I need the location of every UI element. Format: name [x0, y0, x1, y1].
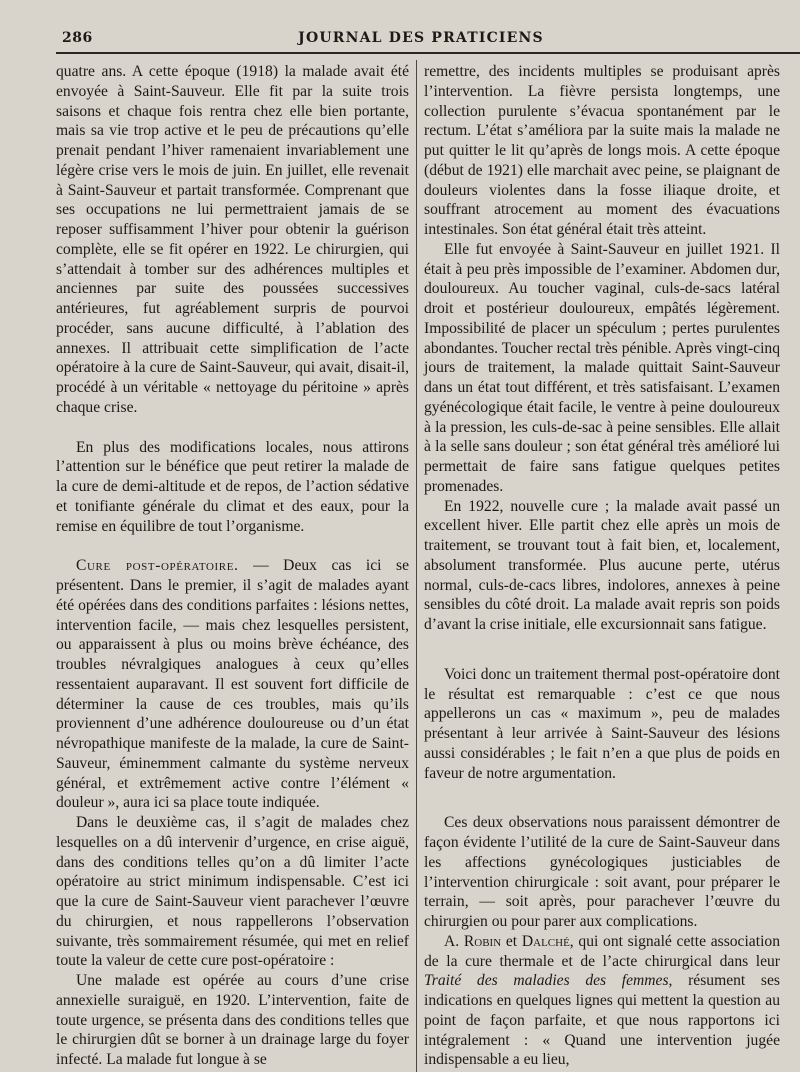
right-column — [424, 62, 780, 1070]
page-number: 286 — [62, 30, 93, 46]
paragraph: En 1922, nouvelle cure ; la malade avait passé un excellent hiver. Elle partit chez elle après un mois de traitement, se trouvant tout à fait bien, et, localement, absolument transformée. Plus aucune perte, utérus normal, culs-de-cacs libres, indolores, annexes à peine sensibles du côté droit. La malade avait repris son poids d’avant la crise initiale, elle excursionnait sans fatigue. — [424, 497, 780, 633]
paragraph: Voici donc un traitement thermal post-opératoire dont le résultat est remarquable : c’est ce que nous appellerons un cas « maximum », peu de malades présentant à leur arrivée à Saint-Sauveur des lésions aussi considérables ; le fait n’en a que plus de poids en faveur de notre argumentation. — [424, 665, 780, 782]
paragraph-text: A. — [444, 932, 464, 950]
paragraph: Ces deux observations nous paraissent démontrer de façon évidente l’utilité de la cure de Saint-Sauveur dans les affections gynécologiques justiciables de l’intervention chirurgicale : soit avant, pour préparer le terrain, — soit après, pour parachever l’œuvre du chirurgien ou pour parer aux complications. — [424, 814, 780, 930]
paragraph: quatre ans. A cette époque (1918) la malade avait été envoyée à Saint-Sauveur. Elle fit par la suite trois saisons et chaque fois rentra chez elle bien portante, mais sa vie trop active et le peu de précautions qu’elle prenait pendant l’hiver ramenaient invariablement une légère crise vers le mois de juin. En juillet, elle revenait à Saint-Sauveur et partait transformée. Comprenant que ses occupations ne lui permettraient jamais de se reposer suffisamment l’hiver pour obtenir la guérison complète, elle se fit opérer en 1922. Le chirurgien, qui s’attendait à tomber sur des adhérences multiples et anciennes par suite des poussées successives antérieures, fut agréablement surpris de pourvoi procéder, sans aucune difficulté, à l’ablation des annexes. Il attribuait cette simplification de l’acte opératoire à la cure de Saint-Sauveur, qui avait, disait-il, procédé à un véritable « nettoyage du péritoine » après chaque crise. — [56, 63, 409, 416]
author-name: Dalché — [521, 932, 570, 950]
left-column — [56, 62, 409, 1070]
book-title: Traité des maladies des femmes — [424, 972, 669, 990]
paragraph: Dans le deuxième cas, il s’agit de malades chez lesquelles on a dû intervenir d’urgence, en crise aiguë, dans des conditions telles qu’on a dû limiter l’acte opératoire au strict minimum indispensable. C’est ici que la cure de Saint-Sauveur vient parachever l’œuvre du chirurgien, et nous rappellerons l’observation suivante, très sommairement résumée, qui met en relief toute la valeur de cette cure post-opératoire : — [56, 814, 409, 970]
section-heading: Cure post-opératoire. — [76, 557, 239, 575]
paragraph: Une malade est opérée au cours d’une crise annexielle suraiguë, en 1920. L’intervention, faite de toute urgence, se présenta dans des conditions telles que le chirurgien dût se borner à un drainage large du foyer infecté. La malade fut longue à se — [56, 972, 409, 1068]
citation-paragraph — [424, 932, 780, 1070]
paragraph: Elle fut envoyée à Saint-Sauveur en juillet 1921. Il était à peu près impossible de l’examiner. Abdomen dur, douloureux. Au toucher vaginal, culs-de-sacs latéral droit et postérieur douloureux, empâtés légèrement. Impossibilité de placer un spéculum ; pertes purulentes abondantes. Toucher rectal très pénible. Après vingt-cinq jours de traitement, la malade quittait Saint-Sauveur dans un état tout différent, et très satisfaisant. L’examen gyénécologique était facile, le ventre à peine douloureux à la pression, les culs-de-sac à peine sensibles. Elle allait à la selle sans douleur ; son état général très amélioré lui permettait de faire sans fatigue quelques petites promenades. — [424, 240, 780, 495]
page-header — [62, 30, 780, 52]
paragraph: En plus des modifications locales, nous attirons l’attention sur le bénéfice que peut retirer la malade de la cure de demi-altitude et de repos, de l’action sédative et tonifiante générale du climat et des eaux, pour la remise en équilibre de tout l’organisme. — [56, 438, 409, 535]
header-rule — [56, 52, 800, 54]
running-title: JOURNAL DES PRATICIENS — [298, 30, 544, 46]
paragraph-text: — Deux cas ici se présentent. Dans le premier, il s’agit de malades ayant été opérées dans des conditions parfaites : lésions nettes, intervention facile, — mais chez lesquelles persistent, ou apparaissent à plus ou moins brève échéance, des troubles névralgiques analogues à ceux qu’elles ressentaient auparavant. Il est souvent fort difficile de déterminer la cause de ces troubles, mais qu’ils proviennent d’une adhérence douloureuse ou d’un état névropathique manifeste de la malade, la cure de Saint-Sauveur, éminemment calmante du système nerveux général, et extrêmement active contre l’élément « douleur », aura ici sa place toute indiquée. — [56, 557, 409, 812]
paragraph: remettre, des incidents multiples se produisant après l’intervention. La fièvre persista longtemps, une collection purulente s’évacua spontanément par le rectum. L’état s’améliora par la suite mais la malade ne put quitter le lit qu’après de longs mois. A cette époque (début de 1921) elle marchait avec peine, se plaignant de douleurs violentes dans la fosse iliaque droite, et souffrant atrocement au moment des évacuations intestinales. Son état général était très atteint. — [424, 63, 780, 238]
paragraph-text: , résument ses indications en quelques lignes qui mettent la question au point de façon parfaite, et que nous rapportons ici intégralement : « Quand une intervention jugée indispensable a eu lieu, — [424, 972, 780, 1069]
section-paragraph — [56, 556, 409, 813]
column-divider — [416, 60, 417, 1072]
paragraph-text: , qui ont signalé cette association de la cure thermale et de l’acte chirurgical dans leur — [424, 932, 780, 970]
author-name: Robin — [463, 932, 502, 950]
paragraph-text: et — [501, 932, 522, 950]
